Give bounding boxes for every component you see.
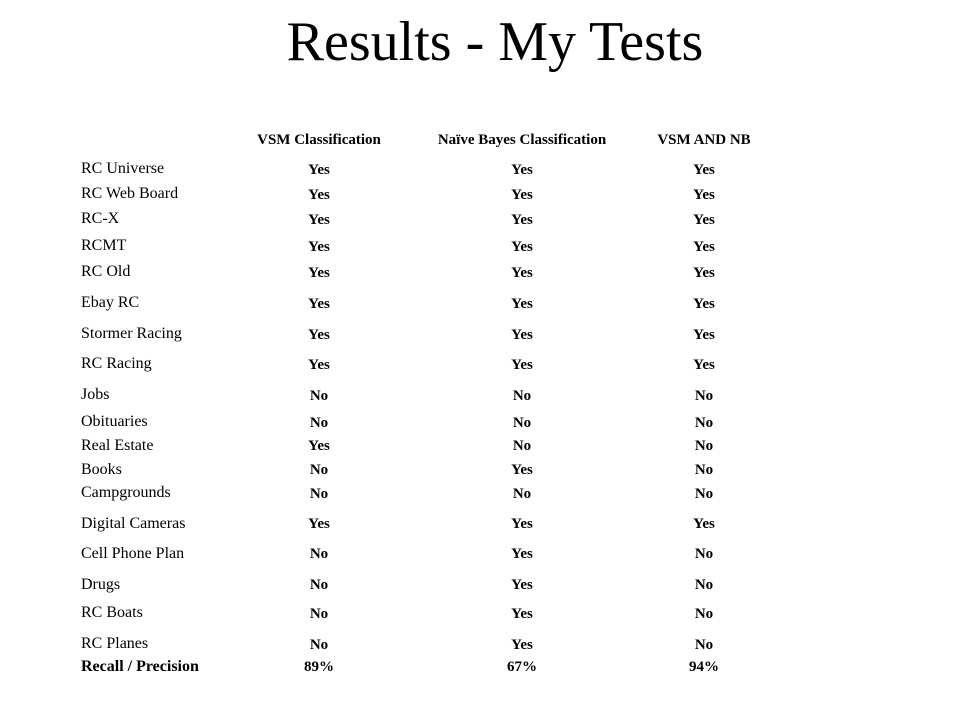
naive-bayes-value: No: [512, 438, 532, 454]
naive-bayes-value: Yes: [511, 327, 533, 343]
vsm-and-nb-value: Yes: [693, 162, 715, 178]
row-label: Obituaries: [81, 413, 148, 430]
vsm-value: No: [309, 546, 329, 562]
naive-bayes-value: Yes: [511, 265, 533, 281]
naive-bayes-score: 67%: [507, 659, 537, 675]
vsm-value: Yes: [308, 438, 330, 454]
vsm-value: Yes: [308, 357, 330, 373]
row-label: RC-X: [81, 210, 120, 227]
column-header-vsm: VSM Classification: [257, 132, 381, 148]
naive-bayes-value: No: [512, 388, 532, 404]
vsm-value: Yes: [308, 187, 330, 203]
naive-bayes-value: Yes: [511, 296, 533, 312]
vsm-and-nb-value: No: [694, 462, 714, 478]
vsm-value: No: [309, 388, 329, 404]
row-label: Real Estate: [81, 437, 154, 454]
summary-label: Recall / Precision: [81, 658, 199, 675]
vsm-value: Yes: [308, 516, 330, 532]
vsm-value: No: [309, 462, 329, 478]
naive-bayes-value: Yes: [511, 577, 533, 593]
vsm-and-nb-value: No: [694, 438, 714, 454]
vsm-value: Yes: [308, 162, 330, 178]
vsm-value: Yes: [308, 212, 330, 228]
vsm-value: No: [309, 637, 329, 653]
row-label: RC Old: [81, 263, 131, 280]
vsm-value: Yes: [308, 239, 330, 255]
vsm-and-nb-value: Yes: [693, 187, 715, 203]
row-label: Drugs: [81, 576, 121, 593]
vsm-score: 89%: [304, 659, 334, 675]
row-label: Stormer Racing: [81, 325, 182, 342]
vsm-value: No: [309, 486, 329, 502]
naive-bayes-value: Yes: [511, 239, 533, 255]
vsm-and-nb-value: No: [694, 546, 714, 562]
naive-bayes-value: No: [512, 415, 532, 431]
naive-bayes-value: Yes: [511, 546, 533, 562]
vsm-and-nb-value: No: [694, 415, 714, 431]
vsm-and-nb-value: Yes: [693, 296, 715, 312]
row-label: Books: [81, 461, 122, 478]
naive-bayes-value: Yes: [511, 162, 533, 178]
row-label: Campgrounds: [81, 484, 171, 501]
column-header-naive-bayes: Naïve Bayes Classification: [437, 132, 607, 148]
row-label: Cell Phone Plan: [81, 545, 185, 562]
naive-bayes-value: Yes: [511, 212, 533, 228]
vsm-and-nb-value: No: [694, 577, 714, 593]
naive-bayes-value: Yes: [511, 606, 533, 622]
vsm-and-nb-value: Yes: [693, 212, 715, 228]
vsm-and-nb-value: Yes: [693, 516, 715, 532]
vsm-value: Yes: [308, 265, 330, 281]
naive-bayes-value: Yes: [511, 462, 533, 478]
row-label: Jobs: [81, 386, 110, 403]
vsm-and-nb-value: Yes: [693, 357, 715, 373]
vsm-value: No: [309, 606, 329, 622]
vsm-and-nb-score: 94%: [689, 659, 719, 675]
row-label: RCMT: [81, 237, 127, 254]
slide-title: Results - My Tests: [286, 11, 704, 73]
vsm-value: Yes: [308, 296, 330, 312]
vsm-value: No: [309, 577, 329, 593]
row-label: RC Web Board: [81, 185, 179, 202]
row-label: Ebay RC: [81, 294, 140, 311]
naive-bayes-value: Yes: [511, 187, 533, 203]
vsm-value: Yes: [308, 327, 330, 343]
column-header-vsm-and-nb: VSM AND NB: [657, 132, 751, 148]
vsm-and-nb-value: No: [694, 637, 714, 653]
row-label: RC Universe: [81, 160, 165, 177]
naive-bayes-value: Yes: [511, 637, 533, 653]
vsm-and-nb-value: No: [694, 388, 714, 404]
row-label: RC Racing: [81, 355, 152, 372]
naive-bayes-value: Yes: [511, 516, 533, 532]
vsm-and-nb-value: Yes: [693, 239, 715, 255]
vsm-and-nb-value: Yes: [693, 265, 715, 281]
vsm-and-nb-value: No: [694, 486, 714, 502]
naive-bayes-value: No: [512, 486, 532, 502]
row-label: Digital Cameras: [81, 515, 186, 532]
row-label: RC Boats: [81, 604, 143, 621]
naive-bayes-value: Yes: [511, 357, 533, 373]
vsm-and-nb-value: No: [694, 606, 714, 622]
vsm-value: No: [309, 415, 329, 431]
row-label: RC Planes: [81, 635, 149, 652]
vsm-and-nb-value: Yes: [693, 327, 715, 343]
